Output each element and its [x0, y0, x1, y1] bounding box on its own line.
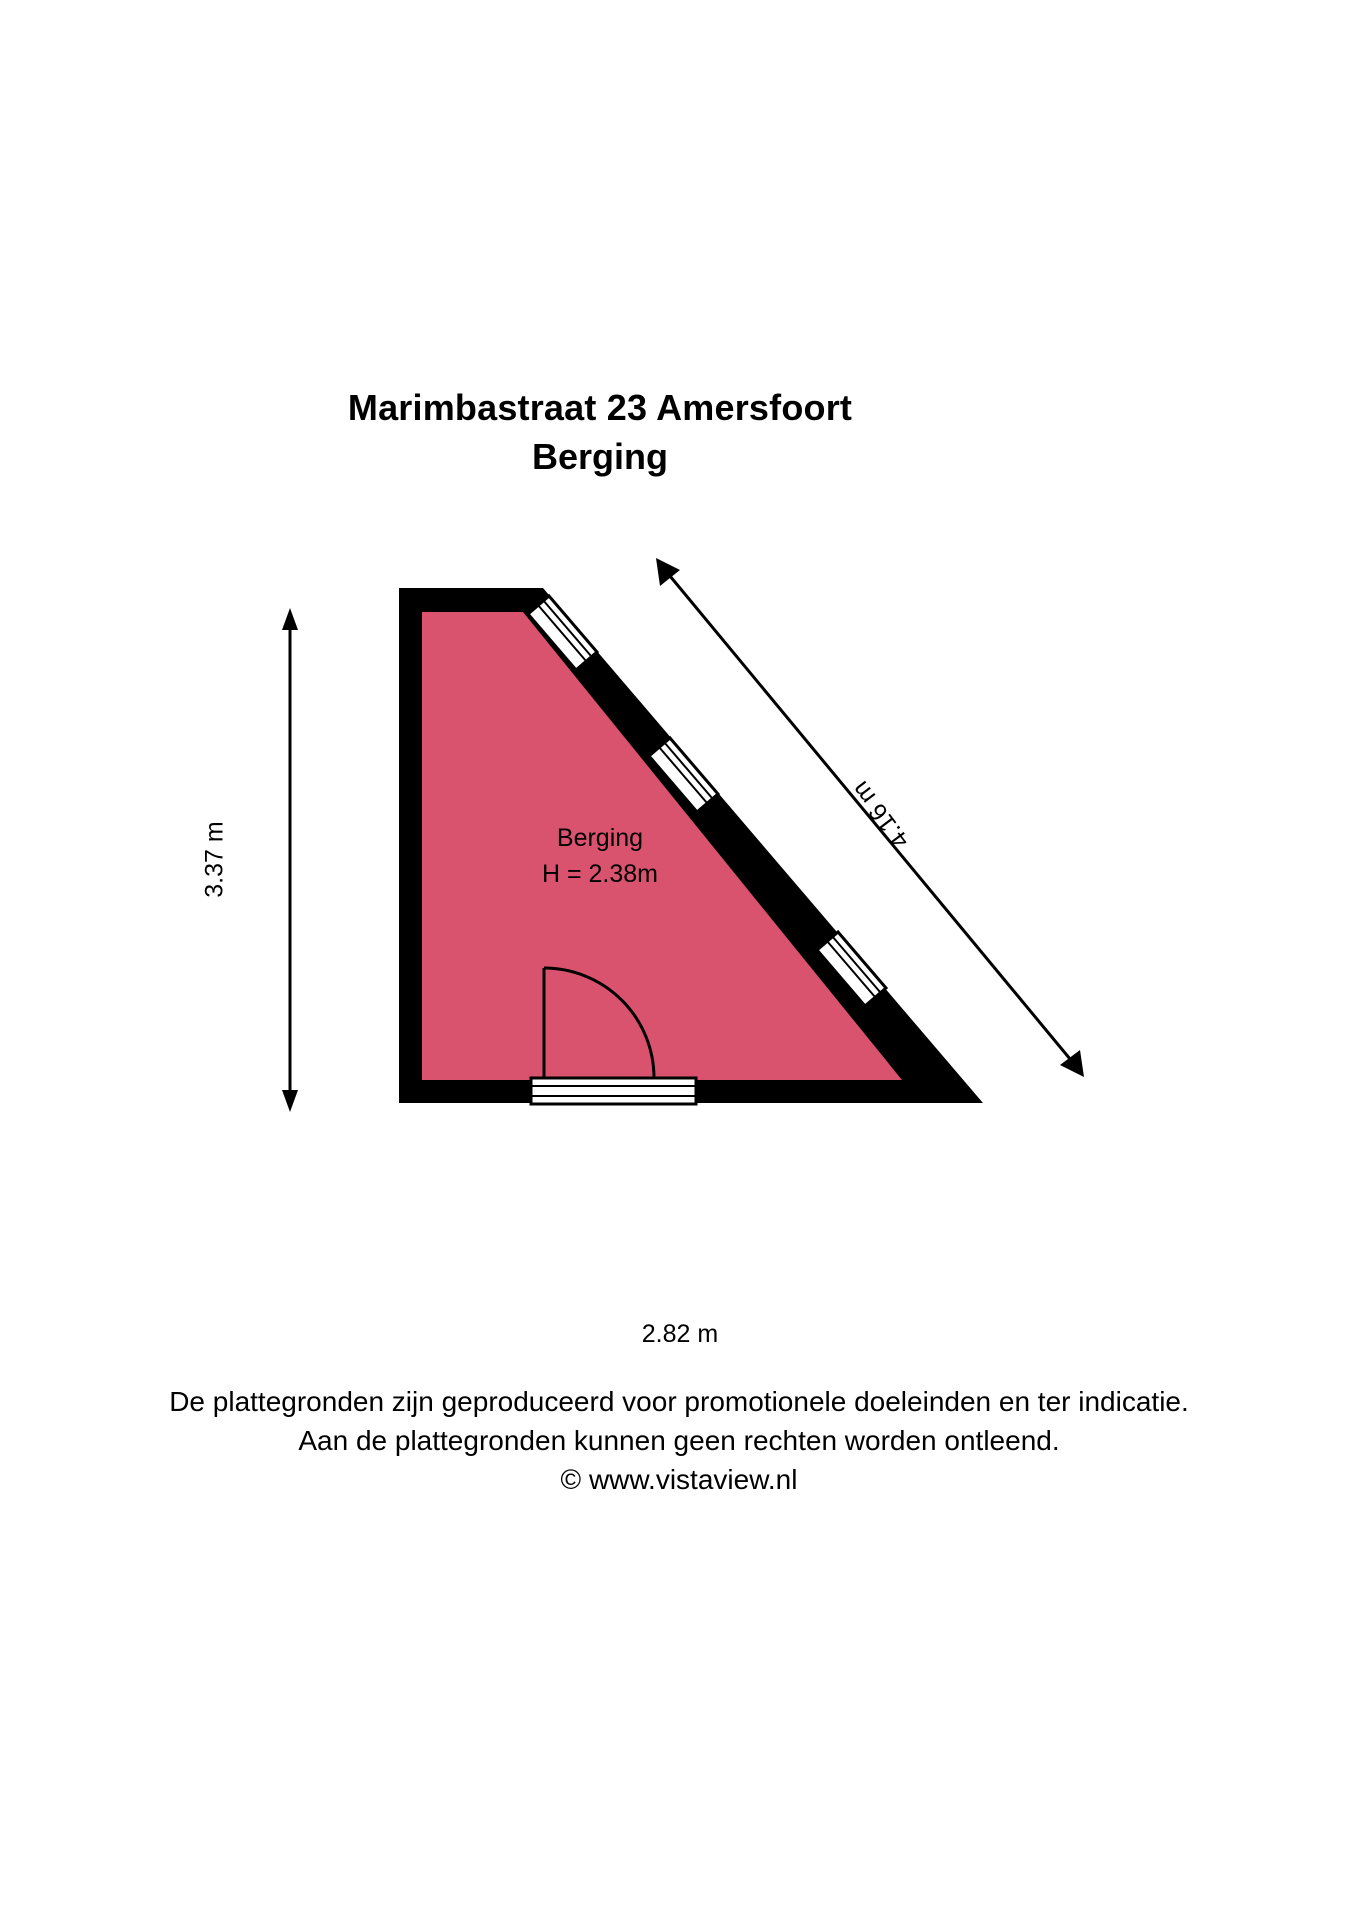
floorplan — [0, 520, 1358, 1348]
door-frame — [531, 1078, 696, 1104]
room-label — [450, 820, 750, 892]
room-name: Berging — [556, 824, 644, 852]
dimension-label-left: 3.37 m — [200, 821, 229, 898]
footer-copyright: © www.vistaview.nl — [560, 1464, 798, 1495]
room-height: H = 2.38m — [541, 860, 659, 888]
page-subtitle: Berging — [531, 436, 668, 477]
footer-line-1: De plattegronden zijn geproduceerd voor promotionele doeleinden en ter indicatie. — [169, 1386, 1189, 1417]
dimension-label-diagonal: 4.16 m — [846, 775, 915, 854]
title-block — [0, 385, 1200, 483]
dimension-left-vertical — [282, 608, 298, 1112]
dimension-label-bottom: 2.82 m — [641, 1320, 719, 1348]
footer-line-2: Aan de plattegronden kunnen geen rechten worden ontleend. — [298, 1425, 1060, 1456]
footer-disclaimer — [0, 1382, 1358, 1499]
page-title: Marimbastraat 23 Amersfoort — [347, 387, 853, 428]
